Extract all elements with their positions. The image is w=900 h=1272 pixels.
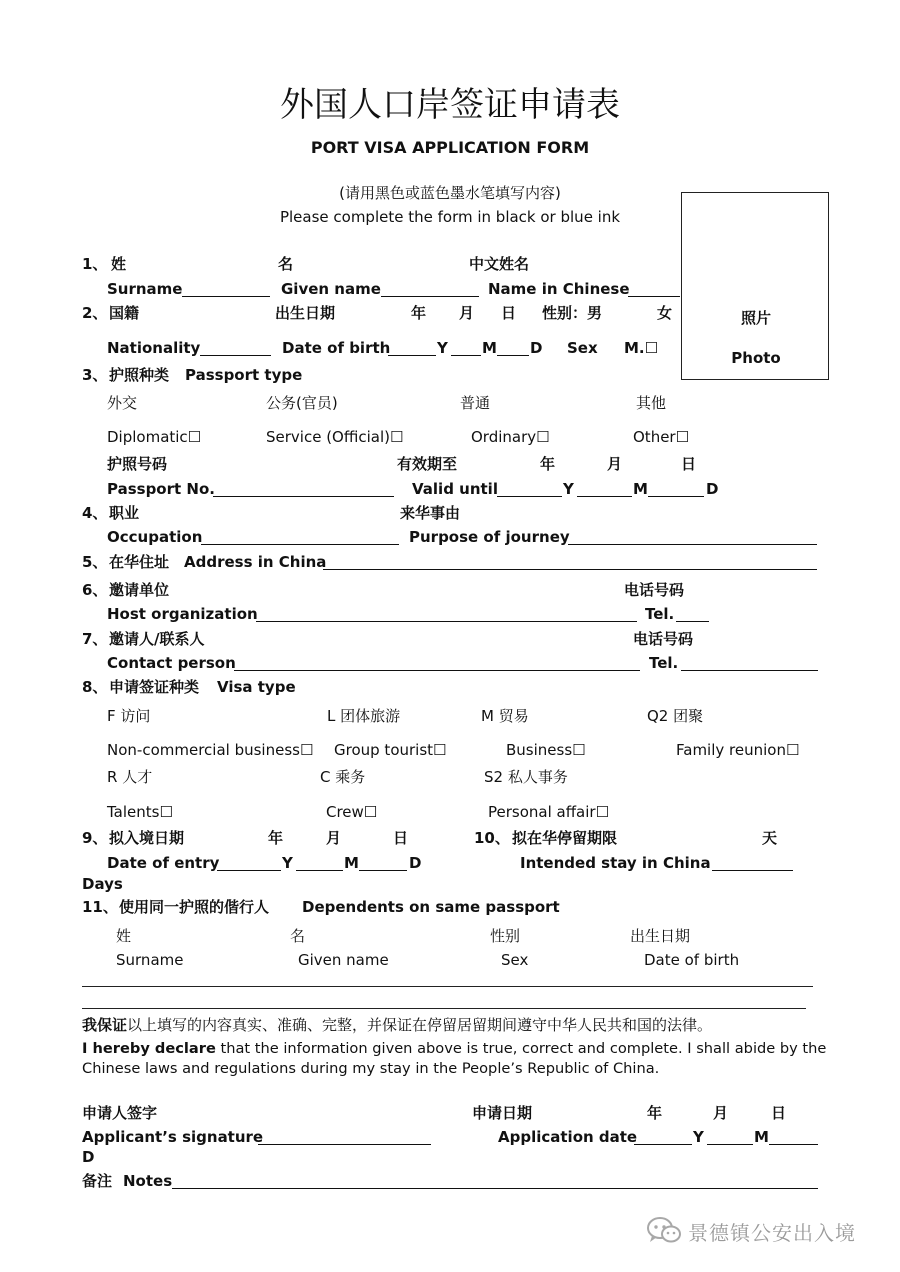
entry-d: D — [409, 854, 422, 872]
passport-no-label-en: Passport No. — [107, 480, 215, 498]
passport-type-label-cn: 护照种类 — [109, 366, 170, 384]
app-y: Y — [693, 1128, 704, 1146]
entry-date-label-cn: 拟入境日期 — [109, 829, 185, 847]
stay-field[interactable] — [712, 870, 793, 871]
passport-type-label-en: Passport type — [185, 366, 303, 384]
purpose-label-cn: 来华事由 — [400, 504, 461, 522]
passport-type-service-checkbox[interactable]: Service (Official)☐ — [266, 428, 404, 446]
occupation-label-cn: 职业 — [109, 504, 140, 522]
visa-f-checkbox[interactable]: Non-commercial business☐ — [107, 741, 314, 759]
dependents-given-en: Given name — [298, 951, 389, 969]
chinese-name-field[interactable] — [628, 296, 680, 297]
address-field[interactable] — [323, 569, 817, 570]
valid-d: D — [706, 480, 719, 498]
app-date-label-cn: 申请日期 — [472, 1104, 533, 1122]
dependents-surname-cn: 姓 — [116, 927, 132, 945]
entry-year-field[interactable] — [217, 870, 281, 871]
dob-label-cn: 出生日期 — [275, 304, 336, 322]
app-year-cn: 年 — [647, 1104, 663, 1122]
visa-l-checkbox[interactable]: Group tourist☐ — [334, 741, 447, 759]
address-label-en: Address in China — [184, 553, 327, 571]
host-tel-label-cn: 电话号码 — [624, 581, 685, 599]
dependents-surname-en: Surname — [116, 951, 184, 969]
passport-type-ordinary-checkbox[interactable]: Ordinary☐ — [471, 428, 550, 446]
entry-year-cn: 年 — [268, 829, 284, 847]
passport-type-ordinary-cn: 普通 — [460, 394, 491, 412]
entry-month-cn: 月 — [326, 829, 342, 847]
app-d: D — [82, 1148, 95, 1166]
valid-until-label-cn: 有效期至 — [397, 455, 458, 473]
dependents-given-cn: 名 — [290, 927, 306, 945]
notes-label-en: Notes — [123, 1172, 173, 1190]
passport-type-other-cn: 其他 — [636, 394, 667, 412]
chinese-name-label-en: Name in Chinese — [488, 280, 630, 298]
sex-label-cn: 性别：男 — [542, 304, 603, 322]
section-1-number: 1、 — [82, 255, 108, 273]
app-m: M — [754, 1128, 769, 1146]
valid-m: M — [633, 480, 648, 498]
passport-type-service-cn: 公务(官员) — [266, 394, 338, 412]
declaration-en-line-1 — [82, 1042, 826, 1057]
app-month-field[interactable] — [707, 1144, 753, 1145]
visa-f-cn: F 访问 — [107, 707, 151, 725]
photo-label-english: Photo — [731, 349, 781, 367]
section-8-number: 8、 — [82, 678, 108, 696]
visa-s2-cn: S2 私人事务 — [484, 768, 568, 786]
valid-y: Y — [563, 480, 574, 498]
stay-day-cn: 天 — [762, 829, 778, 847]
stay-label-en: Intended stay in China — [520, 854, 711, 872]
instruction-chinese: (请用黑色或蓝色墨水笔填写内容) — [339, 184, 561, 202]
dob-y: Y — [437, 339, 448, 357]
notes-label-cn: 备注 — [82, 1172, 113, 1190]
declaration-cn-bold: 我保证 — [82, 1016, 128, 1034]
dependents-dob-en: Date of birth — [644, 951, 740, 969]
visa-r-cn: R 人才 — [107, 768, 153, 786]
section-5-number: 5、 — [82, 553, 108, 571]
instruction-english: Please complete the form in black or blue ink — [279, 208, 621, 226]
visa-type-label-en: Visa type — [217, 678, 296, 696]
valid-year-cn: 年 — [540, 455, 556, 473]
purpose-label-en: Purpose of journey — [409, 528, 570, 546]
dependents-label-en: Dependents on same passport — [302, 898, 560, 916]
given-name-field[interactable] — [381, 296, 479, 297]
surname-field[interactable] — [182, 296, 270, 297]
passport-type-diplomatic-cn: 外交 — [107, 394, 138, 412]
visa-m-cn: M 贸易 — [481, 707, 529, 725]
dependents-label-cn: 使用同一护照的偕行人 — [119, 898, 270, 916]
surname-label-en: Surname — [107, 280, 183, 298]
section-11-number: 11、 — [82, 898, 118, 916]
dependents-dob-cn: 出生日期 — [630, 927, 691, 945]
given-name-label-cn: 名 — [278, 255, 294, 273]
app-month-cn: 月 — [713, 1104, 729, 1122]
contact-tel-label-en: Tel. — [649, 654, 679, 672]
valid-day-field[interactable] — [648, 496, 704, 497]
watermark-text: 景德镇公安出入境 — [688, 1220, 856, 1245]
dependents-sex-en: Sex — [501, 951, 529, 969]
section-7-number: 7、 — [82, 630, 108, 648]
dob-month-field[interactable] — [451, 355, 481, 356]
passport-type-other-checkbox[interactable]: Other☐ — [633, 428, 690, 446]
entry-day-cn: 日 — [393, 829, 409, 847]
dependents-sex-cn: 性别 — [490, 927, 521, 945]
visa-s2-checkbox[interactable]: Personal affair☐ — [488, 803, 610, 821]
visa-c-checkbox[interactable]: Crew☐ — [326, 803, 378, 821]
contact-label-cn: 邀请人/联系人 — [109, 630, 205, 648]
declaration-cn-text: 以上填写的内容真实、准确、完整，并保证在停留居留期间遵守中华人民共和国的法律。 — [127, 1016, 713, 1034]
nationality-field[interactable] — [200, 355, 271, 356]
dob-day-cn: 日 — [501, 304, 517, 322]
host-org-label-en: Host organization — [107, 605, 258, 623]
form-title-english: PORT VISA APPLICATION FORM — [310, 138, 590, 157]
app-date-label-en: Application date — [498, 1128, 638, 1146]
host-tel-field[interactable] — [676, 621, 709, 622]
section-4-number: 4、 — [82, 504, 108, 522]
occupation-label-en: Occupation — [107, 528, 203, 546]
wechat-icon — [646, 1216, 682, 1246]
dob-m: M — [482, 339, 497, 357]
sex-female-cn: 女 — [657, 304, 673, 322]
section-9-number: 9、 — [82, 829, 108, 847]
form-title-chinese: 外国人口岸签证申请表 — [280, 85, 620, 125]
visa-q2-cn: Q2 团聚 — [647, 707, 704, 725]
visa-l-cn: L 团体旅游 — [327, 707, 401, 725]
valid-day-cn: 日 — [681, 455, 697, 473]
signature-field[interactable] — [258, 1144, 431, 1145]
section-2-number: 2、 — [82, 304, 108, 322]
declaration-en-line-2: Chinese laws and regulations during my stay in the People’s Republic of China. — [82, 1060, 660, 1077]
watermark — [646, 1214, 856, 1248]
entry-day-field[interactable] — [359, 870, 407, 871]
dob-day-field[interactable] — [497, 355, 529, 356]
dependents-line-2[interactable] — [82, 1008, 806, 1009]
address-label-cn: 在华住址 — [109, 553, 170, 571]
entry-month-field[interactable] — [296, 870, 343, 871]
visa-r-checkbox[interactable]: Talents☐ — [107, 803, 173, 821]
declaration-en-text-1: that the information given above is true, correct and complete. I shall abide by the — [215, 1040, 827, 1057]
contact-field[interactable] — [234, 670, 640, 671]
app-day-field[interactable] — [769, 1144, 818, 1145]
sex-male-checkbox[interactable]: M.☐ — [624, 339, 659, 357]
visa-m-checkbox[interactable]: Business☐ — [506, 741, 586, 759]
nationality-label-cn: 国籍 — [109, 304, 140, 322]
section-6-number: 6、 — [82, 581, 108, 599]
visa-c-cn: C 乘务 — [320, 768, 366, 786]
passport-type-diplomatic-checkbox[interactable]: Diplomatic☐ — [107, 428, 202, 446]
purpose-field[interactable] — [568, 544, 817, 545]
dob-month-cn: 月 — [459, 304, 475, 322]
declaration-cn — [82, 1018, 712, 1033]
app-year-field[interactable] — [634, 1144, 692, 1145]
chinese-name-label-cn: 中文姓名 — [469, 255, 530, 273]
valid-month-field[interactable] — [577, 496, 632, 497]
visa-type-label-cn: 申请签证种类 — [109, 678, 200, 696]
given-name-label-en: Given name — [281, 280, 381, 298]
dob-d: D — [530, 339, 543, 357]
stay-days-en: Days — [82, 875, 123, 893]
section-10-number: 10、 — [474, 829, 510, 847]
surname-label-cn: 姓 — [111, 255, 127, 273]
valid-month-cn: 月 — [607, 455, 623, 473]
valid-until-label-en: Valid until — [412, 480, 498, 498]
sex-label-en: Sex — [567, 339, 598, 357]
nationality-label-en: Nationality — [107, 339, 201, 357]
declaration-en-bold: I hereby declare — [82, 1040, 216, 1057]
section-3-number: 3、 — [82, 366, 108, 384]
dob-year-cn: 年 — [411, 304, 427, 322]
host-org-field[interactable] — [256, 621, 637, 622]
photo-box[interactable] — [681, 192, 829, 380]
notes-field[interactable] — [172, 1188, 818, 1189]
dob-label-en: Date of birth — [282, 339, 391, 357]
contact-tel-field[interactable] — [681, 670, 818, 671]
valid-year-field[interactable] — [497, 496, 562, 497]
contact-label-en: Contact person — [107, 654, 236, 672]
dob-year-field[interactable] — [388, 355, 436, 356]
passport-no-label-cn: 护照号码 — [107, 455, 168, 473]
occupation-field[interactable] — [201, 544, 399, 545]
entry-m: M — [344, 854, 359, 872]
photo-label-chinese: 照片 — [740, 309, 771, 327]
dependents-line-1[interactable] — [82, 986, 813, 987]
host-tel-label-en: Tel. — [645, 605, 675, 623]
host-org-label-cn: 邀请单位 — [109, 581, 170, 599]
entry-y: Y — [282, 854, 293, 872]
passport-no-field[interactable] — [213, 496, 394, 497]
app-day-cn: 日 — [771, 1104, 787, 1122]
contact-tel-label-cn: 电话号码 — [633, 630, 694, 648]
entry-date-label-en: Date of entry — [107, 854, 220, 872]
signature-label-cn: 申请人签字 — [82, 1104, 158, 1122]
stay-label-cn: 拟在华停留期限 — [512, 829, 618, 847]
visa-q2-checkbox[interactable]: Family reunion☐ — [676, 741, 800, 759]
signature-label-en: Applicant’s signature — [82, 1128, 264, 1146]
